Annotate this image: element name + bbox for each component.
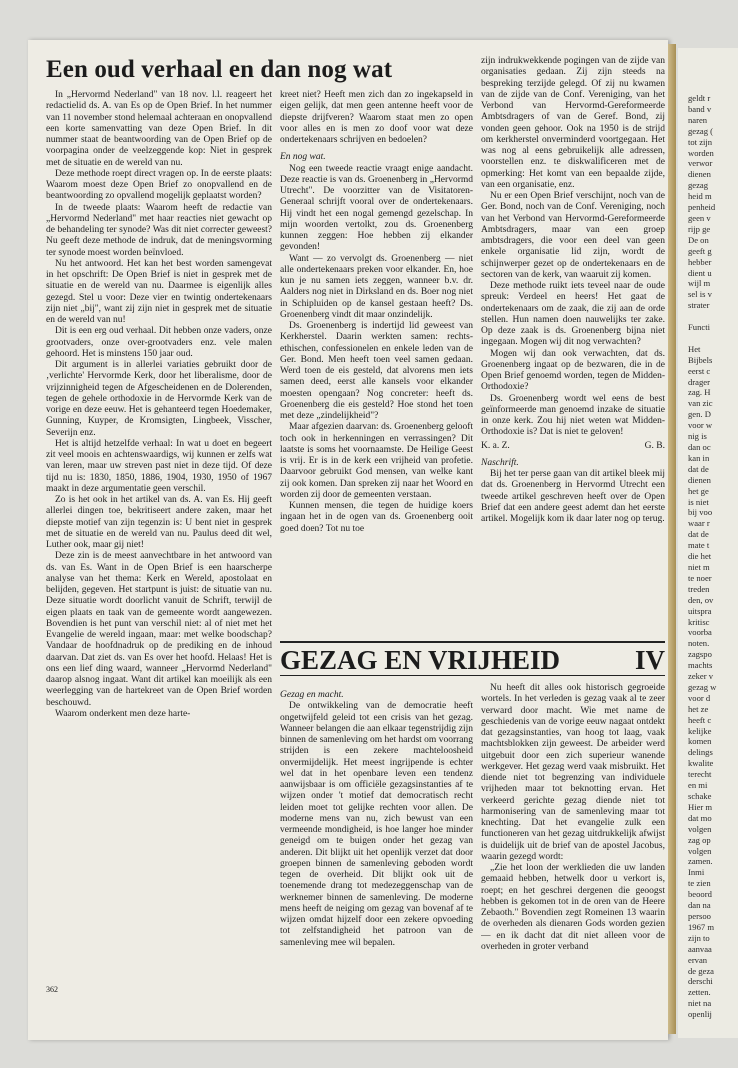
title-number: IV	[634, 645, 665, 675]
divider	[280, 675, 665, 676]
title-text: GEZAG EN VRIJHEID	[280, 645, 561, 675]
subheading: En nog wat.	[280, 152, 326, 163]
paragraph: Bij het ter perse gaan van dit artikel bleek mij dat ds. Groenenberg in Hervormd Utrecht een tweede artikel geschreven heeft over de Open Brief dat een andere geest ademt dan het eerste artikel. Mogelijk kom ik daar later nog op terug.	[481, 469, 665, 524]
paragraph: Waarom onderkent men deze harte-	[55, 708, 191, 719]
paragraph: Deze methode roept direct vragen op. In de eerste plaats: Waarom moest deze Open Brief zo onopvallend en de beantwoording zo opvallend mogelijk geplaatst worden?	[46, 168, 272, 202]
paragraph: In „Hervormd Nederland" van 18 nov. l.l. reageert het redactielid ds. A. van Es op de Open Brief. In het nummer van 11 november stond helemaal achteraan en onopvallend een korte samenvatting van deze Open Brief. In dit nummer staat de beantwoording van de Open Brief op de voorpagina onder de veelzeggende kop: Niet in gesprek met de situatie en de wereld van nu.	[46, 90, 272, 168]
paragraph: Ds. Groenenberg is indertijd lid geweest van Kerkherstel. Daarin werkten samen: rechts-ethischen, confessionelen en enkele leden van de Ger. Bond. Men heeft toen veel samen gedaan. Werd toen de eis gesteld, dat alvorens men iets samen deed, eerst alle kansels voor elkander moesten opengaan? Nog concreter: heeft ds. Groenenberg die eis gesteld? Hoe stond het toen met deze „zindelijkheid"?	[280, 321, 473, 421]
paragraph: Nu er een Open Brief verschijnt, noch van de Ger. Bond, noch van de Conf. Vereniging, noch van het Verbond van Hervormd-Gereformeerde Ambtsdragers, maar van een groep ambtsdragers, die voor een deel van geen enkele organisatie lid zijn, wordt de schijnwerper gezet op de ondertekenaars en de sectoren van de kerk, van waaruit zij komen.	[481, 191, 665, 280]
paragraph: Dit argument is in allerlei variaties gebruikt door de ‚verlichte' Hervormde Kerk, door het liberalisme, door de vrijzinnigheid tegen de Afgescheidenen en de Dolerenden, tegen de gehele orthodoxie in de Hervormde Kerk van de vorige en deze eeuw. Het is gehanteerd tegen Hoedemaker, Gunning, Kuyper, de Kromsigten, Lingbeek, Visscher, Severijn enz.	[46, 360, 272, 438]
article-column-4	[280, 690, 473, 990]
article-column-5	[481, 683, 665, 993]
subheading: Gezag en macht.	[280, 690, 344, 700]
paragraph: Mogen wij dan ook verwachten, dat ds. Groenenberg ingaat op de bezwaren, die in de Open Brief genoemd worden, tegen de Midden-Orthodoxie?	[481, 348, 665, 393]
paragraph: Nog een tweede reactie vraagt enige aandacht. Deze reactie is van ds. Groenenberg in „Hervormd Utrecht". De voorzitter van de Visitatoren-Generaal schrijft vooral over de ondertekenaars. Hij vindt het een nogal gemengd gezelschap. In mijn woorden vertolkt, zou ds. Groenenberg kunnen zeggen: Hoe hebben zij elkander gevonden!	[280, 163, 473, 253]
signature-left: K. a. Z.	[481, 440, 510, 451]
article-column-3	[481, 56, 665, 636]
paragraph: Nu heeft dit alles ook historisch gegroeide wortels. In het verleden is gezag vaak al te zeer verward door macht. Wie met name de geschiedenis van de vorige eeuw nagaat ontdekt dat gezagsinstanties, van hoog tot laag, vaak machtsblokken zijn geweest. De arbeider werd uitgebuit door een zich superieur wanende werkgever. Het gezag werd vaak misbruikt. Het diende niet tot begrenzing van individuele vrijheden maar tot beknotting ervan. Het verkeerd gerichte gezag diende niet tot harmonisering van de samenleving maar tot knechting. Dat het evangelie zulk een functioneren van het gezag uitdrukkelijk afwijst is duidelijk uit de brief van de apostel Jacobus, waarin gezegd wordt:	[481, 683, 665, 862]
subheading: Naschrift.	[481, 457, 519, 468]
paragraph: Maar afgezien daarvan: ds. Groenenberg gelooft toch ook in herkenningen en verrassingen? Dit laatste is soms het voornaamste. De Heilige Geest is vrij. Er is in de kerk een vrijheid van profetie. Daarvoor gebruikt God mensen, van welke kant zij ook komen. Dan spreken zij naar het Woord en worden zij door de gemeenten verstaan.	[280, 422, 473, 500]
paragraph: kreet niet? Heeft men zich dan zo ingekapseld in eigen gelijk, dat men geen antenne heeft voor de diepste drijfveren? Waarom staat men zo open voor alles en is men zo doof voor wat deze ondertekenaars schrijven en bedoelen?	[280, 90, 473, 145]
paragraph: „Zie het loon der werklieden die uw landen gemaaid hebben, hetwelk door u verkort is, roept; en het geschrei dergenen die geoogst hebben is gekomen tot in de oren van de Heere Zebaoth." Bovendien zegt Romeinen 13 waarin de overheden als dienaren Gods worden gezien — en ik dacht dat dit niet alleen voor de overheden in groter verband	[481, 863, 665, 952]
facing-page	[678, 48, 738, 1038]
paragraph: Nu het antwoord. Het kan het best worden samengevat in het opschrift: De Open Brief is niet in gesprek met de situatie en de wereld van nu. Daarmee is eigenlijk alles gezegd. Stel u voor: Deze vier en twintig ondertekenaars zijn niet „bij", want zij zijn niet in gesprek met de situatie en de wereld van nu!	[46, 258, 272, 325]
signature-line	[481, 441, 665, 452]
paragraph: Deze zin is de meest aanvechtbare in het antwoord van ds. van Es. Want in de Open Brief is een haarscherpe analyse van het thema: Kerk en Wereld, apostolaat en belijden, gegeven. Het startpunt is juist: de situatie van nu. Deze situatie wordt doorlicht vanuit de Schrift, terwijl de eigen plaats en taak van de gemeente wordt aangewezen. Bovendien is het punt van verschil niet: al of niet met het Evangelie de wereld ingaan, maar: met welke boodschap? Vandaar de hoofdnadruk op de prediking en de inhoud daarvan. Dat ziet ds. van Es over het hoofd. Helaas! Het is ons een lief ding waard, wanneer „Hervormd Nederland" daarop alsnog ingaat. Want dit artikel kan moeilijk als een weerlegging van de hartekreet van de Open Brief worden beschouwd.	[46, 551, 272, 708]
paragraph: Deze methode ruikt iets teveel naar de oude spreuk: Verdeel en heers! Het gaat de ondertekenaars om de zaak, die zij aan de orde stellen. Hun namen doen nauwelijks ter zake. Op deze zaak is ds. Groenenberg bijna niet ingegaan. Mogen wij dit nog verwachten?	[481, 281, 665, 348]
paragraph: De ontwikkeling van de democratie heeft ongetwijfeld geleid tot een crisis van het gezag. Wanneer belangen die aan elkaar tegenstrijdig zijn binnen de samenleving om het hardst om voorrang strijden is een zekere machteloosheid onvermijdelijk. Het meest ingrijpende is echter wel dat in het openbare leven een tendenz aanwijsbaar is om officiële gezagsinstanties af te wijzen onder 't motief dat democratisch recht leiden moet tot gelijke rechten voor allen. De moderne mens van nu, zich bewust van een vermeende mondigheid, is hoe langer hoe minder geneigd om te buigen onder het gezag van anderen. Dit blijkt uit het openlijk verzet dat door groepen binnen de samenleving geboden wordt tegen de overheid. Dit blijkt ook uit de toenemende drang tot medezeggenschap van de werknemer binnen de samenleving. De moderne mens heeft de neiging om gezag van bovenaf af te wijzen omdat hijzelf door een zekere opvoeding tot zelfstandigheid het patroon van de samenleving mee wil bepalen.	[280, 701, 473, 948]
paragraph: Kunnen mensen, die tegen de huidige koers ingaan het in de ogen van ds. Groenenberg ooit goed doen? Tot nu toe	[280, 501, 473, 534]
paragraph: Dit is een erg oud verhaal. Dit hebben onze vaders, onze grootvaders, onze over-grootvaders enz. vele malen gehoord. Het is minstens 150 jaar oud.	[46, 326, 272, 359]
divider	[280, 641, 665, 643]
facing-page-text: geldt r band v naren gezag ( tot zijn worden verwor dienen gezag heid m penheid geen v rijp ge De on geeft g hebber dient u wijl m sel is v strater Functi Het Bijbels eerst c drager zag. H van zic gen. D voor w nig is dan oc kan in dat de dienen het ge is niet bij voo waar r dat de mate t die het niet m te noer treden den, ov uitspra kritisc voorba noten. zagspo machts zeker v gezag w voor d het ze heeft c kelijke komen delings kwalite terecht en mi schake Hier m dat mo volgen zag op volgen zamen. Inmi te zien beoord dan na persoo 1967 m zijn to aanvaa ervan de geza derschi zetten. niet na openlij	[688, 93, 717, 1020]
page-number: 362	[46, 985, 58, 994]
paragraph: Want — zo vervolgt ds. Groenenberg — niet alle ondertekenaars preken voor elkander. En, hoe kun je nu samen iets zeggen, wanneer b.v. dr. Aalders nog niet in Dirksland en ds. Boer nog niet in Schipluiden op de kansel gestaan heeft? Ds. Groenenberg vindt dit maar onzindelijk.	[280, 253, 473, 320]
signature-right: G. B.	[644, 440, 665, 451]
paragraph: Het is altijd hetzelfde verhaal: In wat u doet en begeert zit veel moois en achtenswaardigs, wij kunnen er zelfs wat van leren, maar uw streven past niet in deze tijd. Of deze tijd nu is: 1830, 1850, 1886, 1904, 1930, 1950 of 1967 maakt in deze argumentatie geen verschil.	[46, 438, 272, 494]
article-column-2	[280, 90, 473, 632]
article-column-1	[46, 90, 272, 982]
paragraph: zijn indrukwekkende pogingen van de zijde van organisaties gedaan. Zij zijn steeds na bespreking terzijde gelegd. Of zij nu kwamen van de zijde van de Conf. Vereniging, van het Verbond van Hervormd-Gereformeerde Ambtsdragers of van de Geref. Bond, zij vonden geen gehoor. Ook na 1950 is de strijd om kerkherstel onverminderd voortgegaan. Het was nog al eens gebruikelijk alle adressen, voorstellen enz. te diskwalificeren met de opmerking: Het komt van een bepaalde zijde, van een organisatie, enz.	[481, 56, 665, 190]
paragraph: Ds. Groenenberg wordt wel eens de best geïnformeerde man genoemd inzake de situatie in onze kerk. Zou hij niet weten wat Midden-Orthodoxie is? Dat is niet te geloven!	[481, 393, 665, 438]
article-title-2	[280, 645, 665, 676]
paragraph: Zo is het ook in het artikel van ds. A. van Es. Hij geeft allerlei dingen toe, bekritiseert andere zaken, maar het diepste motief van zijn tegenzin is: U bent niet in gesprek met de situatie en de wereld van nu. Paulus deed dit wel, Luther ook, maar gij niet!	[46, 495, 272, 550]
paragraph: In de tweede plaats: Waarom heeft de redactie van „Hervormd Nederland" met haar reacties niet gewacht op de behandeling ter synode? Was dit niet correcter geweest? Nu geeft deze methode de indruk, dat de meningsvorming ter synode moest worden beïnvloed.	[46, 202, 272, 258]
page-edge	[668, 44, 676, 1034]
article-title: Een oud verhaal en dan nog wat	[46, 56, 393, 83]
